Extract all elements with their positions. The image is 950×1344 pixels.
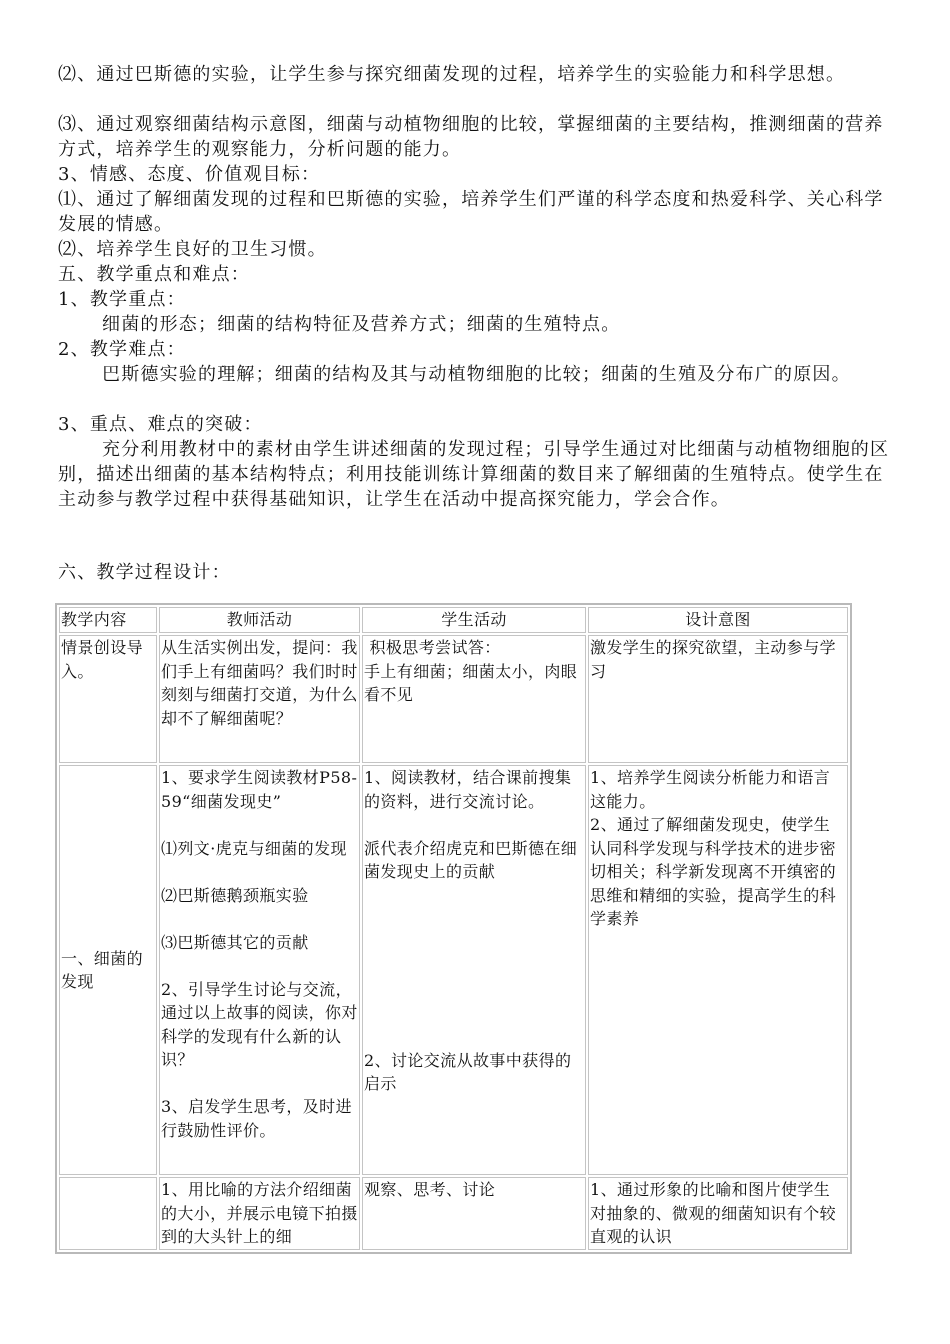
cell-student xyxy=(362,635,586,763)
intent-step-2: 2、通过了解细菌发现史，使学生认同科学发现与科学技术的进步密切相关；科学新发现离不开缜密的思维和精细的实验，提高学生的科学素养 xyxy=(590,815,837,928)
table-header-row xyxy=(59,607,848,633)
cell-teacher xyxy=(159,765,360,1175)
intent-step-1: 1、培养学生阅读分析能力和语言这能力。 xyxy=(590,768,831,811)
header-student: 学生活动 xyxy=(362,607,586,633)
heading-emotion-objective: 3、情感、态度、价值观目标： xyxy=(58,164,321,185)
teacher-step-1c: ⑶巴斯德其它的贡献 xyxy=(161,932,309,952)
paragraph-skill-objective-3: ⑶、通过观察细菌结构示意图，细菌与动植物细胞的比较，掌握细菌的主要结构，推测细菌的营养方式，培养学生的观察能力，分析问题的能力。 xyxy=(58,114,884,160)
cell-teacher: 从生活实例出发，提问：我们手上有细菌吗？我们时时刻刻与细菌打交道，为什么却不了解细菌呢？ xyxy=(159,635,360,763)
student-step-1: 1、阅读教材，结合课前搜集的资料，进行交流讨论。 xyxy=(364,768,572,811)
paragraph-key-points: 细菌的形态；细菌的结构特征及营养方式；细菌的生殖特点。 xyxy=(102,314,621,335)
cell-student: 观察、思考、讨论 xyxy=(362,1177,586,1250)
cell-intent xyxy=(588,765,848,1175)
table-row xyxy=(59,765,848,1175)
cell-content: 一、细菌的发现 xyxy=(59,765,157,1175)
table-row xyxy=(59,635,848,763)
student-step-2: 2、讨论交流从故事中获得的启示 xyxy=(364,1050,572,1093)
teacher-step-2: 2、引导学生讨论与交流，通过以上故事的阅读，你对科学的发现有什么新的认识？ xyxy=(161,979,358,1069)
heading-difficulties: 2、教学难点： xyxy=(58,339,186,360)
header-teacher: 教师活动 xyxy=(159,607,360,633)
header-content: 教学内容 xyxy=(59,607,157,633)
table-row xyxy=(59,1177,848,1250)
paragraph-emotion-objective-2: ⑵、培养学生良好的卫生习惯。 xyxy=(58,239,327,260)
teacher-step-3: 3、启发学生思考，及时进行鼓励性评价。 xyxy=(161,1097,352,1140)
cell-content xyxy=(59,1177,157,1250)
paragraph-breakthrough: 充分利用教材中的素材由学生讲述细菌的发现过程；引导学生通过对比细菌与动植物细胞的区别，描述出细菌的基本结构特点；利用技能训练计算细菌的数目来了解细菌的生殖特点。使学生在主动参与教学过程中获得基础知识，让学生在活动中提高探究能力，学会合作。 xyxy=(58,439,890,510)
heading-section-five: 五、教学重点和难点： xyxy=(58,264,250,285)
paragraph-skill-objective-2: ⑵、通过巴斯德的实验，让学生参与探究细菌发现的过程，培养学生的实验能力和科学思想。 xyxy=(58,64,846,85)
cell-teacher: 1、用比喻的方法介绍细菌的大小，并展示电镜下拍摄到的大头针上的细 xyxy=(159,1177,360,1250)
cell-intent: 激发学生的探究欲望，主动参与学习 xyxy=(588,635,848,763)
cell-student-text: 积极思考尝试答： 手上有细菌；细菌太小，肉眼看不见 xyxy=(364,638,578,704)
cell-intent: 1、通过形象的比喻和图片使学生对抽象的、微观的细菌知识有个较直观的认识 xyxy=(588,1177,848,1250)
paragraph-emotion-objective-1: ⑴、通过了解细菌发现的过程和巴斯德的实验，培养学生们严谨的科学态度和热爱科学、关心科学发展的情感。 xyxy=(58,189,884,235)
teacher-step-1b: ⑵巴斯德鹅颈瓶实验 xyxy=(161,885,309,905)
teaching-process-table xyxy=(55,603,852,1254)
header-intent: 设计意图 xyxy=(588,607,848,633)
student-step-1b: 派代表介绍虎克和巴斯德在细菌发现史上的贡献 xyxy=(364,838,578,881)
teacher-step-1: 1、要求学生阅读教材P58-59“细菌发现史” xyxy=(161,768,358,811)
cell-content: 情景创设导入。 xyxy=(59,635,157,763)
heading-section-six: 六、教学过程设计： xyxy=(58,562,231,583)
cell-student xyxy=(362,765,586,1175)
teacher-step-1a: ⑴列文·虎克与细菌的发现 xyxy=(161,838,347,858)
heading-breakthrough: 3、重点、难点的突破： xyxy=(58,414,263,435)
heading-key-points: 1、教学重点： xyxy=(58,289,186,310)
paragraph-difficulties: 巴斯德实验的理解；细菌的结构及其与动植物细胞的比较；细菌的生殖及分布广的原因。 xyxy=(102,364,851,385)
